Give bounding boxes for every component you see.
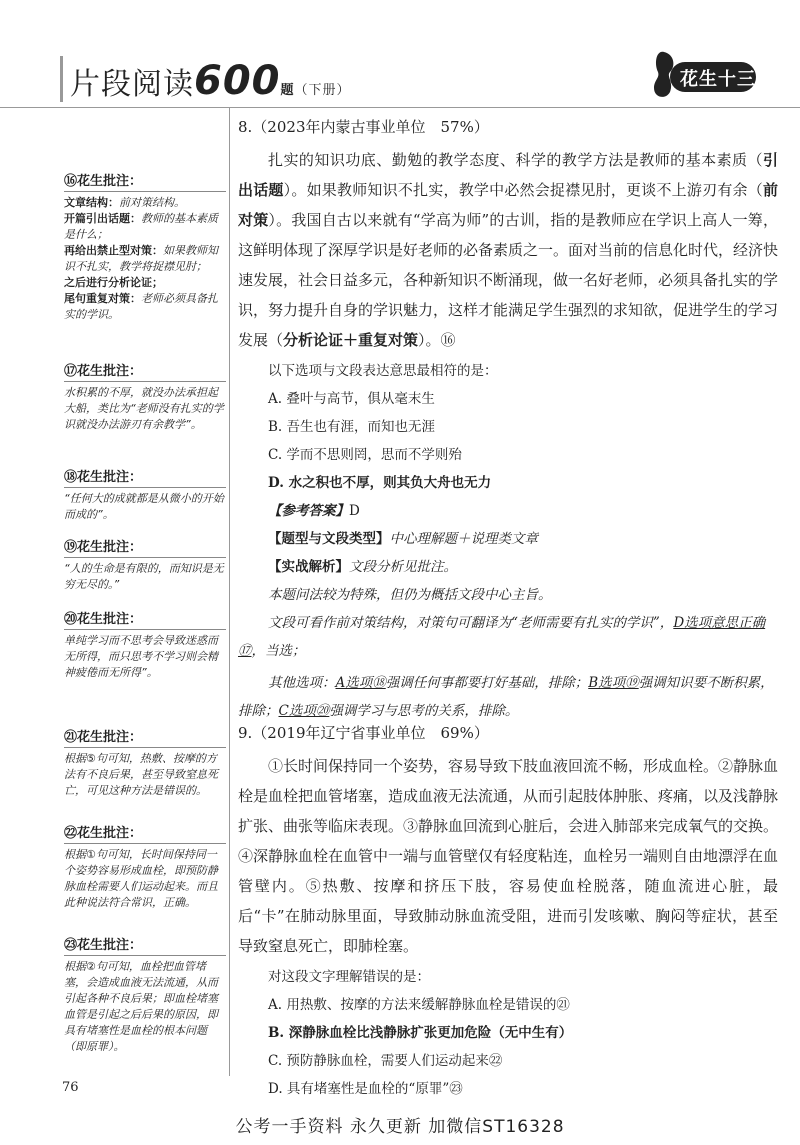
question-heading: 9.（2019年辽宁省事业单位 69%）	[238, 724, 489, 742]
header-accent-bar	[60, 56, 63, 102]
note-body: 根据②句可知，血栓把血管堵塞，会造成血液无法流通，从而引起各种不良后果；即血栓堵塞血管是引起之后后果的原因，即具有堵塞性是血栓的根本问题（即原罪）。	[64, 960, 218, 1053]
analysis-text: 本题问法较为特殊，但仍为概括文段中心主旨。	[268, 587, 552, 603]
analysis-label: 【实战解析】	[268, 559, 349, 575]
question-8	[238, 116, 778, 725]
option-c: C. 学而不思则罔，思而不学则殆	[268, 447, 462, 463]
question-9	[238, 722, 778, 1103]
passage-text: ）。我国自古以来就有“学高为师”的古训，指的是教师应在学识上高人一筹，这鲜明体现了深厚学识是好老师的必备素质之一。面对当前的信息化时代，经济快速发展，社会日益多元，各种新知识不断涌现，做一名好老师，必须具备扎实的学识，努力提升自身的学识魅力，这样才能满足学生强烈的求知欲，促进学生的学习发展（	[238, 211, 779, 349]
option-b: B. 吾生也有涯，而知也无涯	[268, 419, 436, 435]
book-title	[70, 58, 351, 104]
type-value: 中心理解题＋说理类文章	[389, 531, 538, 547]
analysis-underline: B选项⑲	[588, 675, 639, 691]
note-text: 前对策结构。	[119, 196, 185, 209]
note-body: 单纯学习而不思考会导致迷惑而无所得，而只思考不学习则会精神疲倦而无所得”。	[64, 634, 218, 679]
note-text: 教师的基本素质是什么；	[64, 212, 218, 241]
note-20	[64, 608, 226, 681]
note-title: ⑰花生批注：	[64, 360, 226, 382]
note-title: ㉓花生批注：	[64, 934, 226, 956]
note-body: 水积累的不厚，就没办法承担起大船，类比为“老师没有扎实的学识就没办法游刃有余教学”。	[64, 386, 224, 431]
note-18	[64, 466, 226, 523]
passage: ①长时间保持同一个姿势，容易导致下肢血液回流不畅，形成血栓。②静脉血栓是血栓把血管堵塞，造成血液无法流通，从而引起肢体肿胀、疼痛，以及浅静脉扩张、曲张等临床表现。③静脉血回流到心脏后，会进入肺部来完成氧气的交换。④深静脉血栓在血管中一端与血管壁仅有轻度粘连，血栓另一端则自由地漂浮在血管壁内。⑤热敷、按摩和挤压下肢，容易使血栓脱落，随血流进心脏，最后“卡”在肺动脉里面，导致肺动脉血流受阻，进而引发咳嗽、胸闷等症状，甚至导致窒息死亡，即肺栓塞。	[238, 757, 779, 955]
note-22	[64, 822, 226, 911]
passage-tag: 分析论证＋重复对策	[283, 331, 419, 349]
analysis-part: 其他选项：	[268, 675, 336, 691]
note-title: ⑲花生批注：	[64, 536, 226, 558]
passage-text: 扎实的知识功底、勤勉的教学态度、科学的教学方法是教师的基本素质（	[268, 151, 763, 169]
passage-text: ）。如果教师知识不扎实，教学中必然会捉襟见肘，更谈不上游刃有余（	[283, 181, 763, 199]
note-body	[64, 195, 226, 323]
passage-tag: 前对策	[238, 181, 778, 229]
answer-value: D	[349, 503, 360, 519]
option-d: D. 水之积也不厚，则其负大舟也无力	[268, 475, 492, 491]
page-number: 76	[62, 1080, 79, 1095]
note-title: ⑳花生批注：	[64, 608, 226, 630]
brand-name: 花生十三	[680, 69, 756, 90]
option-c: C. 预防静脉血栓，需要人们运动起来㉒	[268, 1053, 503, 1069]
analysis-part: 强调知识要不断积累，排除；	[238, 675, 774, 719]
note-16	[64, 170, 226, 323]
analysis-part: 文段可看作前对策结构，对策句可翻译为“老师需要有扎实的学识”，	[268, 615, 674, 631]
note-key: 之后进行分析论证；	[64, 276, 163, 289]
note-body: “人的生命是有限的，而知识是无穷无尽的。”	[64, 562, 224, 591]
analysis-line	[238, 553, 778, 581]
note-text: 如果教师知识不扎实，教学将捉襟见肘；	[64, 244, 218, 273]
option-a: A. 用热敷、按摩的方法来缓解静脉血栓是错误的㉑	[268, 997, 570, 1013]
note-key: 开篇引出话题：	[64, 212, 141, 225]
note-23	[64, 934, 226, 1055]
sidebar-divider	[229, 108, 230, 1076]
note-key: 尾句重复对策：	[64, 292, 141, 305]
note-21	[64, 726, 226, 799]
analysis-part: ，当选；	[251, 643, 306, 659]
analysis-part: 强调任何事都要打好基础，排除；	[385, 675, 589, 691]
book-title-text: 片段阅读	[70, 67, 194, 102]
note-body: 根据⑤句可知，热敷、按摩的方法有不良后果，甚至导致窒息死亡，可见这种方法是错误的。	[64, 752, 218, 797]
header-divider	[0, 107, 800, 108]
note-19	[64, 536, 226, 593]
question-heading: 8.（2023年内蒙古事业单位 57%）	[238, 118, 489, 136]
answer-label: 【参考答案】	[268, 503, 349, 519]
option-d: D. 具有堵塞性是血栓的“原罪”㉓	[268, 1081, 463, 1097]
book-title-number: 600	[194, 58, 281, 104]
analysis-underline: D选项意思正确⑰	[238, 615, 766, 659]
note-17	[64, 360, 226, 433]
note-body: “任何大的成就都是从微小的开始而成的”。	[64, 492, 224, 521]
analysis-underline: A选项⑱	[335, 675, 386, 691]
analysis-value: 文段分析见批注。	[349, 559, 457, 575]
type-line	[238, 525, 778, 553]
brand-logo	[650, 48, 758, 102]
analysis-text	[238, 669, 778, 725]
option-a: A. 叠叶与高节，俱从毫末生	[268, 391, 435, 407]
question-stem: 对这段文字理解错误的是：	[268, 969, 430, 985]
note-text: 老师必须具备扎实的学识。	[64, 292, 218, 321]
note-title: ⑯花生批注：	[64, 170, 226, 192]
note-title: ⑱花生批注：	[64, 466, 226, 488]
passage-tag: 引出话题	[238, 151, 778, 199]
book-title-volume: （下册）	[294, 83, 351, 98]
footer-watermark: 公考一手资料 永久更新 加微信ST16328	[235, 1117, 565, 1137]
option-b: B. 深静脉血栓比浅静脉扩张更加危险（无中生有）	[268, 1025, 573, 1041]
question-stem: 以下选项与文段表达意思最相符的是：	[268, 363, 498, 379]
note-key: 再给出禁止型对策：	[64, 244, 163, 257]
passage	[238, 145, 778, 355]
type-label: 【题型与文段类型】	[268, 531, 390, 547]
note-title: ㉒花生批注：	[64, 822, 226, 844]
note-key: 文章结构：	[64, 196, 119, 209]
book-title-sup: 题	[280, 83, 295, 98]
analysis-underline: C选项⑳	[278, 703, 330, 719]
answer-line	[238, 497, 778, 525]
analysis-text	[238, 609, 778, 665]
note-title: ㉑花生批注：	[64, 726, 226, 748]
passage-text: ）。⑯	[418, 331, 456, 349]
analysis-part: 强调学习与思考的关系，排除。	[329, 703, 519, 719]
note-body: 根据①句可知，长时间保持同一个姿势容易形成血栓，即预防静脉血栓需要人们运动起来。而且此种说法符合常识，正确。	[64, 848, 218, 909]
